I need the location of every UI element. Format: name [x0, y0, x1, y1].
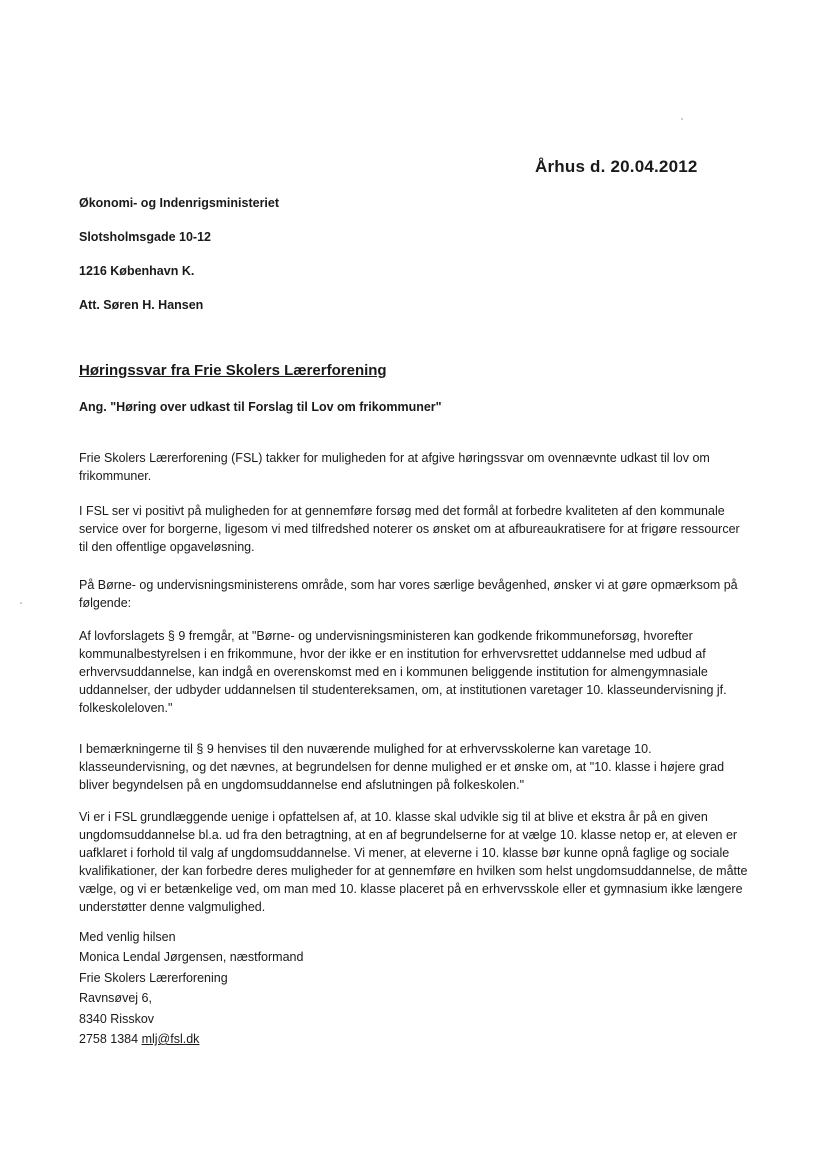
contact-line: [79, 1029, 303, 1049]
recipient-ministry: Økonomi- og Indenrigsministeriet: [79, 196, 280, 210]
signature-block: [79, 927, 303, 1049]
letter-date: Århus d. 20.04.2012: [535, 157, 698, 176]
signer-phone: 2758 1384: [79, 1032, 139, 1047]
closing-greeting: Med venlig hilsen: [79, 930, 176, 944]
letter-subject: Høringssvar fra Frie Skolers Lærerforening: [79, 362, 387, 379]
recipient-city: 1216 København K.: [79, 264, 195, 278]
recipient-attention: Att. Søren H. Hansen: [79, 298, 204, 312]
recipient-street: Slotsholmsgade 10-12: [79, 230, 211, 244]
letter-regarding: Ang. "Høring over udkast til Forslag til Lov om frikommuner": [79, 400, 442, 414]
paragraph: Af lovforslagets § 9 fremgår, at "Børne- og undervisningsministeren kan godkende frikommuneforsøg, hvorefter kommunalbestyrelsen i en frikommune, hvor der ikke er en institution for erhvervsrettet uddannelse med udbud af erhvervsuddannelse, kan indgå en overenskomst med en i kommunen beliggende institution for almengymnasiale uddannelser, der udbyder uddannelsen til studentereksamen, om, at institutionen varetager 10. klasseundervisning jf. folkeskoleloven.": [79, 629, 727, 715]
signer-name: Monica Lendal Jørgensen, næstformand: [79, 950, 304, 965]
paragraph: Vi er i FSL grundlæggende uenige i opfattelsen af, at 10. klasse skal udvikle sig til at blive et ekstra år på en given ungdomsuddannelse bl.a. ud fra den betragtning, at en af begrundelserne for at vælge 10. klasse netop er, at eleven er uafklaret i forhold til valg af ungdomsuddannelse. Vi mener, at eleverne i 10. klasse bør kunne opnå faglige og sociale kvalifikationer, der kan forbedre deres muligheder for at gennemføre en hvilken som helst ungdomsuddannelse, de måtte vælge, og vi er betænkelige ved, om man med 10. klasse placeret på en erhvervsskole eller et gymnasium ikke længere understøtter denne valgmulighed.: [79, 810, 748, 914]
signer-city: 8340 Risskov: [79, 1011, 155, 1026]
signer-street: Ravnsøvej 6,: [79, 991, 152, 1006]
signer-email-link[interactable]: mlj@fsl.dk: [141, 1032, 200, 1047]
signer-organization: Frie Skolers Lærerforening: [79, 970, 228, 985]
paragraph: I FSL ser vi positivt på muligheden for at gennemføre forsøg med det formål at forbedre kvaliteten af den kommunale service over for borgerne, ligesom vi med tilfredshed noterer os ønsket om at afbureaukratisere for at frigøre ressourcer til den offentlige opgaveløsning.: [79, 504, 740, 554]
paragraph: På Børne- og undervisningsministerens område, som har vores særlige bevågenhed, ønsker vi at gøre opmærksom på følgende:: [79, 578, 738, 610]
paragraph: I bemærkningerne til § 9 henvises til den nuværende mulighed for at erhvervsskolerne kan varetage 10. klasseundervisning, og det nævnes, at begrundelsen for denne mulighed er et ønske om, at "10. klasse i højere grad bliver begyndelsen på en ungdomsuddannelse end afslutningen på folkeskolen.": [79, 742, 725, 792]
paragraph: Frie Skolers Lærerforening (FSL) takker for muligheden for at afgive høringssvar om ovennævnte udkast til lov om frikommuner.: [79, 451, 710, 483]
scan-speck: [681, 118, 683, 120]
scan-speck: [20, 602, 22, 604]
